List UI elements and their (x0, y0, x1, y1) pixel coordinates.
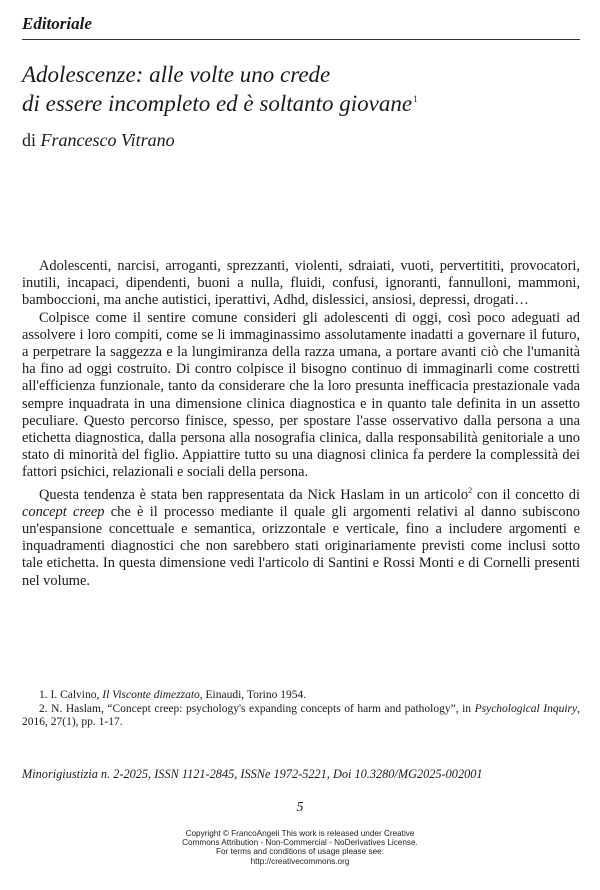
footnote-2-journal: Psychological Inquiry (474, 702, 578, 715)
article-body (22, 258, 580, 590)
paragraph-3-text-c: che è il processo mediante il quale gli argomenti relativi al danno subiscono un'espansione concettuale e semantica, orizzontale e verticale, fino a includere argomenti e inquadramenti diagnostici che non sarebbero stati originariamente previsti come inclusi sotto tale etichetta. In questa dimensione vedi l'articolo di Santini e Rossi Monti e di Cornelli presenti nel volume. (22, 503, 580, 589)
footnote-1-suffix: , Einaudi, Torino 1954. (199, 689, 307, 701)
byline (22, 130, 175, 151)
footnote-2-suffix: , 2016, 27(1), pp. 1-17. (22, 702, 580, 728)
article-title-line1: Adolescenze: alle volte uno crede (22, 62, 331, 87)
paragraph-3 (22, 482, 580, 590)
title-footnote-ref[interactable]: 1 (413, 94, 418, 104)
footnote-1-title: Il Visconte dimezzato (102, 689, 200, 701)
footnotes (22, 689, 580, 730)
page-number: 5 (296, 800, 304, 815)
journal-citation: Minorigiustizia n. 2-2025, ISSN 1121-2845, ISSNe 1972-5221, Doi 10.3280/MG2025-002001 (22, 767, 483, 781)
paragraph-2: Colpisce come il sentire comune consideri gli adolescenti di oggi, così poco adeguati ad assolvere i loro compiti, come se li immaginassimo assolutamente inadatti a governare il futuro, a perpetrare la saggezza e la lungimiranza della razza umana, a portare avanti ciò che l'umanità ha fino ad oggi costruito. Di contro colpisce il bisogno continuo di immaginarli come costretti all'efficienza funzionale, tanto da considerare che la loro presunta inefficacia prestazionale vada sempre inquadrata in una dimensione clinica diagnostica e in quanto tale definita in un assetto peculiare. Questo percorso finisce, spesso, per spostare l'asse osservativo dalla persona a una etichetta diagnostica, dalla persona alla nosografia clinica, dalla responsabilità genitoriale a uno stato di minorità del figlio. Appiattire tutto su una diagnosi clinica fa perdere la complessità dei fattori psichici, relazionali e sociali della persona. (22, 309, 580, 481)
footnote-1 (22, 689, 580, 703)
copyright-notice (0, 829, 600, 866)
copyright-line-2: Commons Attribution - Non-Commercial - NoDerivatives License. (182, 838, 418, 848)
paragraph-1: Adolescenti, narcisi, arroganti, sprezzanti, violenti, sdraiati, vuoti, pervertititi, provocatori, inutili, incapaci, dipendenti, buoni a nulla, fluidi, confusi, ignoranti, fannulloni, mammoni, bamboccioni, ma anche autistici, iperattivi, Adhd, dislessici, ansiosi, depressi, drogati… (22, 258, 580, 309)
copyright-link[interactable]: http://creativecommons.org (250, 856, 350, 866)
footnote-2-prefix: 2. N. Haslam, “Concept creep: psychology's expanding concepts of harm and pathology”, in (39, 702, 475, 715)
copyright-line-1: Copyright © FrancoAngeli This work is released under Creative (185, 829, 415, 838)
byline-prefix: di (22, 130, 37, 150)
footnote-ref-2[interactable]: 2 (468, 485, 473, 495)
footnote-2 (22, 703, 580, 730)
paragraph-3-text-b: con il concetto di (472, 486, 580, 503)
paragraph-3-text-a: Questa tendenza è stata ben rappresentata da Nick Haslam in un articolo (39, 486, 469, 503)
copyright-line-3: For terms and conditions of usage please see: (216, 847, 384, 857)
article-title-line2: di essere incompleto ed è soltanto giovane (22, 91, 413, 116)
section-divider (22, 39, 580, 40)
article-title (22, 62, 582, 116)
section-label: Editoriale (22, 14, 92, 33)
concept-creep-term: concept creep (22, 503, 105, 520)
author-name: Francesco Vitrano (40, 130, 175, 150)
footnote-1-prefix: 1. I. Calvino, (39, 689, 103, 701)
